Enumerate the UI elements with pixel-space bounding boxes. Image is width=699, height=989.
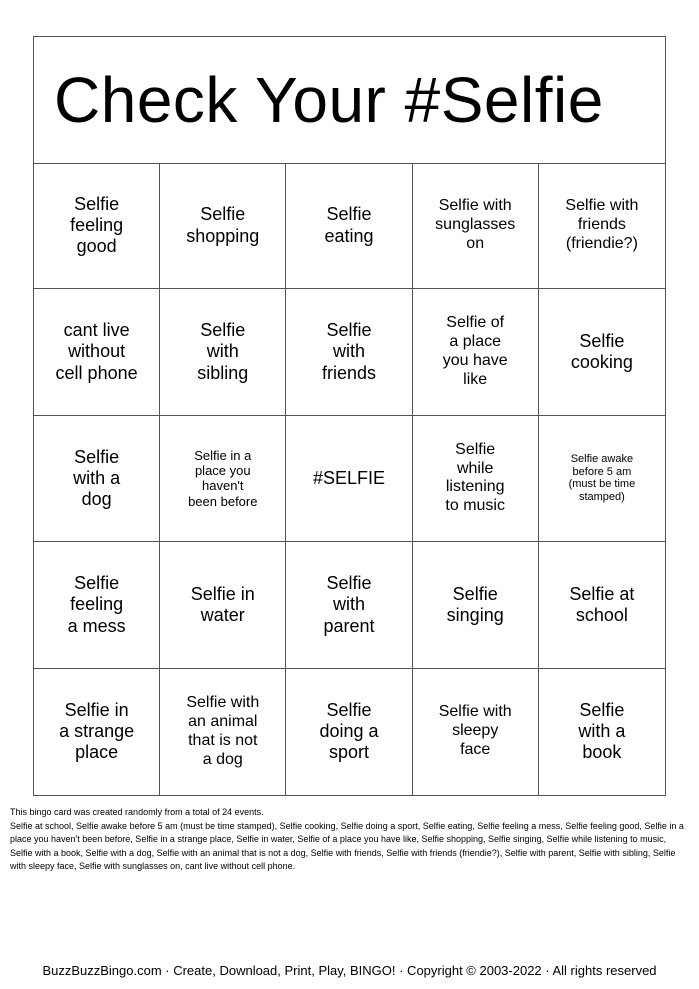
bingo-cell <box>413 289 539 415</box>
bingo-cell-label: #SELFIE <box>312 467 386 488</box>
bingo-cell-label: Selfie of a place you have like <box>442 314 508 388</box>
bingo-cell-label: Selfie with sunglasses on <box>435 197 516 253</box>
bingo-cell-label: Selfie singing <box>446 583 504 625</box>
card-title: Check Your #Selfie <box>54 64 604 136</box>
bingo-cell <box>286 163 412 289</box>
bingo-cell-label: Selfie feeling a mess <box>67 573 126 636</box>
bingo-cell <box>539 163 665 289</box>
bingo-cell <box>160 669 286 795</box>
bingo-cell <box>34 669 160 795</box>
bingo-cell-label: cant live without cell phone <box>55 320 138 383</box>
bingo-cell <box>160 416 286 542</box>
notes-event-list: Selfie at school, Selfie awake before 5 am (must be time stamped), Selfie cooking, Selfie doing a sport, Selfie eating, Selfie feeling a mess, Selfie feeling good, Selfie in a place you haven't been before, Selfie in a strange place, Selfie in water, Selfie of a place you have like, Selfie shopping, Selfie singing, Selfie while listening to music, Selfie with a book, Selfie with a dog, Selfie with an animal that is not a dog, Selfie with friends, Selfie with friends (friendie?), Selfie with parent, Selfie with sibling, Selfie with sleepy face, Selfie with sunglasses on, cant live without cell phone. <box>10 820 684 871</box>
bingo-cell <box>539 542 665 668</box>
card-notes <box>10 806 690 874</box>
bingo-cell-label: Selfie with friends (friendie?) <box>565 197 639 253</box>
bingo-cell-label: Selfie in a strange place <box>59 699 135 763</box>
bingo-cell <box>286 669 412 795</box>
bingo-cell-label: Selfie with an animal that is not a dog <box>186 694 260 768</box>
bingo-cell-label: Selfie awake before 5 am (must be time stamped) <box>568 452 636 504</box>
bingo-cell <box>160 542 286 668</box>
bingo-cell-label: Selfie in water <box>190 583 255 625</box>
bingo-cell <box>34 163 160 289</box>
bingo-cell <box>539 416 665 542</box>
bingo-card <box>33 36 666 796</box>
bingo-cell-label: Selfie doing a sport <box>319 699 379 763</box>
bingo-cell-label: Selfie with a dog <box>73 446 121 510</box>
notes-summary: This bingo card was created randomly from a total of 24 events. <box>10 807 264 817</box>
bingo-cell <box>34 416 160 542</box>
bingo-cell-label: Selfie cooking <box>570 330 633 373</box>
title-cell <box>34 37 665 164</box>
bingo-cell-label: Selfie shopping <box>186 204 260 246</box>
bingo-cell-label: Selfie with sleepy face <box>438 703 512 759</box>
bingo-cell-label: Selfie while listening to music <box>445 440 505 515</box>
bingo-cell <box>413 416 539 542</box>
bingo-cell <box>286 289 412 415</box>
footer-copyright: BuzzBuzzBingo.com · Create, Download, Print, Play, BINGO! · Copyright © 2003-2022 · All rights reserved <box>42 963 657 978</box>
bingo-grid <box>34 163 665 795</box>
bingo-cell <box>160 289 286 415</box>
bingo-cell-label: Selfie feeling good <box>70 193 124 257</box>
bingo-cell <box>34 289 160 415</box>
bingo-cell <box>34 542 160 668</box>
bingo-cell <box>539 669 665 795</box>
bingo-cell-label: Selfie eating <box>324 204 374 246</box>
bingo-cell <box>539 289 665 415</box>
bingo-cell-label: Selfie in a place you haven't been before <box>188 447 258 509</box>
bingo-cell-label: Selfie with sibling <box>197 320 249 383</box>
bingo-cell-label: Selfie with friends <box>321 320 376 383</box>
bingo-cell-label: Selfie with a book <box>578 699 626 763</box>
bingo-cell <box>286 542 412 668</box>
bingo-cell-free-center <box>286 416 412 542</box>
bingo-cell <box>160 163 286 289</box>
bingo-cell-label: Selfie with parent <box>323 573 375 636</box>
bingo-cell-label: Selfie at school <box>569 583 635 625</box>
bingo-cell <box>413 669 539 795</box>
bingo-cell <box>413 542 539 668</box>
bingo-cell <box>413 163 539 289</box>
